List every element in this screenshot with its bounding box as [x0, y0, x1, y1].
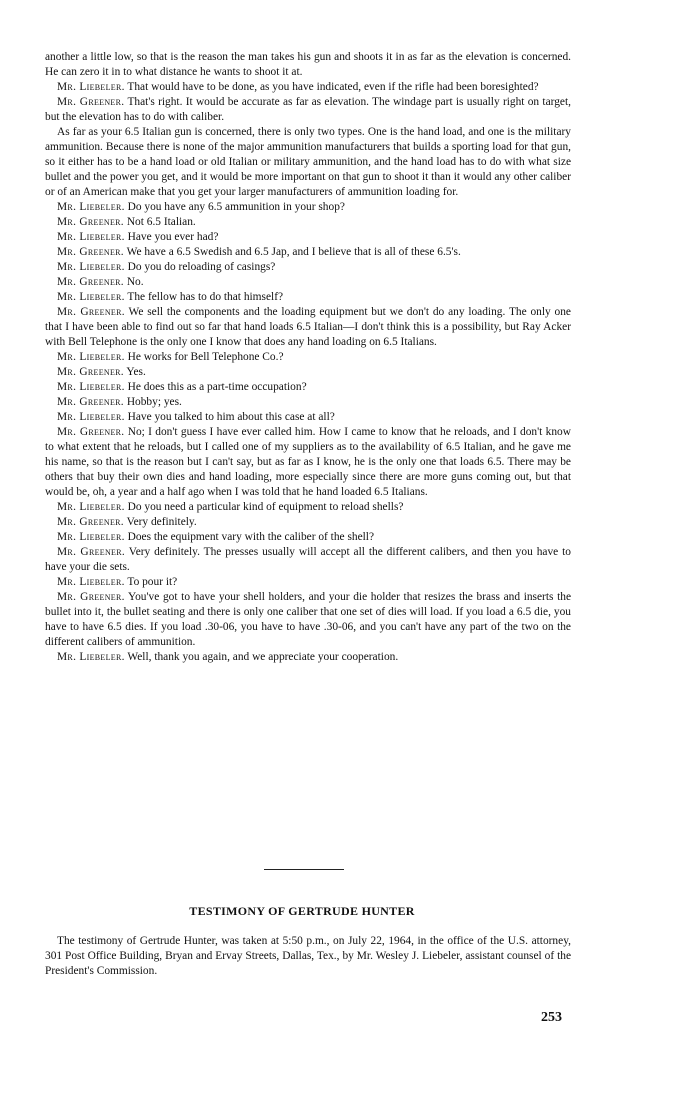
speech-text: Have you talked to him about this case at all? — [127, 411, 335, 423]
speech-text: Very definitely. — [126, 516, 197, 528]
speaker-label: Mr. Liebeler. — [57, 651, 125, 663]
speech-text: No. — [126, 276, 144, 288]
speaker-label: Mr. Greener. — [57, 396, 124, 408]
speaker-label: Mr. Liebeler. — [57, 531, 125, 543]
speaker-label: Mr. Liebeler. — [57, 411, 125, 423]
dialogue-paragraph — [45, 410, 571, 425]
dialogue-paragraph — [45, 575, 571, 590]
speaker-label: Mr. Greener. — [57, 276, 124, 288]
speaker-label: Mr. Liebeler. — [57, 81, 125, 93]
speech-text: Yes. — [126, 366, 146, 378]
speech-text: No; I don't guess I have ever called him. How I came to know that he reloads, and I don't know to what extent that he reloads, but I called one of my suppliers as to the availability of 6.5 Italian, and he gave me his name, so that is the reason but I can't say, but as far as I know, he is the only one that loads 6.5. There may be others that buy their own dies and hand loading, more especially since there are more guns coming out, but that would be, oh, a year and a half ago when I was told that he hand loaded 6.5 Italians. — [45, 426, 571, 498]
speaker-label: Mr. Liebeler. — [57, 291, 125, 303]
testimony-body — [45, 50, 571, 665]
dialogue-paragraph — [45, 590, 571, 650]
speaker-label: Mr. Liebeler. — [57, 231, 125, 243]
section-divider — [264, 869, 344, 870]
speech-text: Does the equipment vary with the caliber of the shell? — [127, 531, 375, 543]
speaker-label: Mr. Greener. — [57, 546, 126, 558]
speech-text: That would have to be done, as you have indicated, even if the rifle had been boresighted? — [127, 81, 539, 93]
speaker-label: Mr. Greener. — [57, 306, 125, 318]
speaker-label: Mr. Liebeler. — [57, 351, 125, 363]
dialogue-paragraph — [45, 230, 571, 245]
speech-text: Have you ever had? — [127, 231, 219, 243]
speech-text: To pour it? — [127, 576, 178, 588]
dialogue-paragraph — [45, 305, 571, 350]
dialogue-paragraph — [45, 545, 571, 575]
dialogue-paragraph — [45, 290, 571, 305]
speaker-label: Mr. Greener. — [57, 591, 125, 603]
speech-text: Very definitely. The presses usually will accept all the different calibers, and then you have to have your die sets. — [45, 546, 571, 573]
speech-text: Hobby; yes. — [126, 396, 182, 408]
dialogue-paragraph — [45, 260, 571, 275]
speaker-label: Mr. Liebeler. — [57, 381, 125, 393]
dialogue-paragraph — [45, 125, 571, 200]
speech-text: Do you need a particular kind of equipment to reload shells? — [127, 501, 404, 513]
speaker-label: Mr. Greener. — [57, 96, 125, 108]
intro-block — [45, 934, 571, 979]
dialogue-paragraph — [45, 80, 571, 95]
dialogue-list — [45, 80, 571, 665]
speech-text: The fellow has to do that himself? — [127, 291, 284, 303]
speaker-label: Mr. Greener. — [57, 516, 124, 528]
page-number: 253 — [541, 1010, 562, 1025]
dialogue-paragraph — [45, 395, 571, 410]
dialogue-paragraph — [45, 245, 571, 260]
speaker-label: Mr. Liebeler. — [57, 501, 125, 513]
speech-text: Do you have any 6.5 ammunition in your shop? — [127, 201, 345, 213]
dialogue-paragraph — [45, 650, 571, 665]
speaker-label: Mr. Greener. — [57, 366, 124, 378]
dialogue-paragraph — [45, 530, 571, 545]
speaker-label: Mr. Greener. — [57, 216, 124, 228]
speech-text: Do you do reloading of casings? — [127, 261, 276, 273]
intro-paragraph: The testimony of Gertrude Hunter, was taken at 5:50 p.m., on July 22, 1964, in the office of the U.S. attorney, 301 Post Office Building, Bryan and Ervay Streets, Dallas, Tex., by Mr. Wesley J. Liebeler, assistant counsel of the President's Commission. — [45, 935, 571, 977]
speech-text: You've got to have your shell holders, and your die holder that resizes the brass and inserts the bullet into it, the bullet seating and there is only one caliber that one set of dies will load. If you load a 6.5 die, you have to have 6.5 dies. If you load .30-06, you have to have .30-06, and you can't have any part of the two on the different calibers of ammunition. — [45, 591, 572, 648]
speaker-label: Mr. Liebeler. — [57, 576, 125, 588]
speech-text: Well, thank you again, and we appreciate your cooperation. — [127, 651, 399, 663]
speaker-label: Mr. Greener. — [57, 246, 124, 258]
opening-paragraph: another a little low, so that is the reason the man takes his gun and shoots it in as far as the elevation is concerned. He can zero it in to what distance he wants to shoot it at. — [45, 51, 571, 78]
dialogue-paragraph — [45, 515, 571, 530]
dialogue-paragraph — [45, 95, 571, 125]
dialogue-paragraph — [45, 365, 571, 380]
speaker-label: Mr. Greener. — [57, 426, 125, 438]
speech-text: We sell the components and the loading equipment but we don't do any loading. The only one that I have been able to find out so far that hand loads 6.5 Italian—I don't think this is a possibility, but Ray Acker with Bell Telephone is the only one I know that does any hand loading on 6.5 Italians. — [45, 306, 571, 348]
dialogue-paragraph — [45, 425, 571, 500]
dialogue-paragraph — [45, 275, 571, 290]
dialogue-paragraph — [45, 380, 571, 395]
dialogue-paragraph — [45, 500, 571, 515]
speech-text: He does this as a part-time occupation? — [127, 381, 307, 393]
dialogue-paragraph — [45, 215, 571, 230]
speech-text: Not 6.5 Italian. — [126, 216, 196, 228]
speech-text: As far as your 6.5 Italian gun is concerned, there is only two types. One is the hand load, and one is the military ammunition. Because there is none of the major ammunition manufacturers that builds a sporting load for that gun, so it either has to be a hand load or old Italian or military ammunition, and the hand load has to do with what size bullet and the power you get, and it would be more important on that gun to shoot it than it would any other caliber or of an American make that you get your larger manufacturers of ammunition loading for. — [45, 126, 571, 198]
dialogue-paragraph — [45, 350, 571, 365]
speaker-label: Mr. Liebeler. — [57, 201, 125, 213]
section-heading: TESTIMONY OF GERTRUDE HUNTER — [189, 904, 415, 918]
speaker-label: Mr. Liebeler. — [57, 261, 125, 273]
speech-text: We have a 6.5 Swedish and 6.5 Jap, and I believe that is all of these 6.5's. — [126, 246, 461, 258]
dialogue-paragraph — [45, 200, 571, 215]
speech-text: He works for Bell Telephone Co.? — [127, 351, 284, 363]
speech-text: That's right. It would be accurate as far as elevation. The windage part is usually right on target, but the elevation has to do with caliber. — [45, 96, 571, 123]
